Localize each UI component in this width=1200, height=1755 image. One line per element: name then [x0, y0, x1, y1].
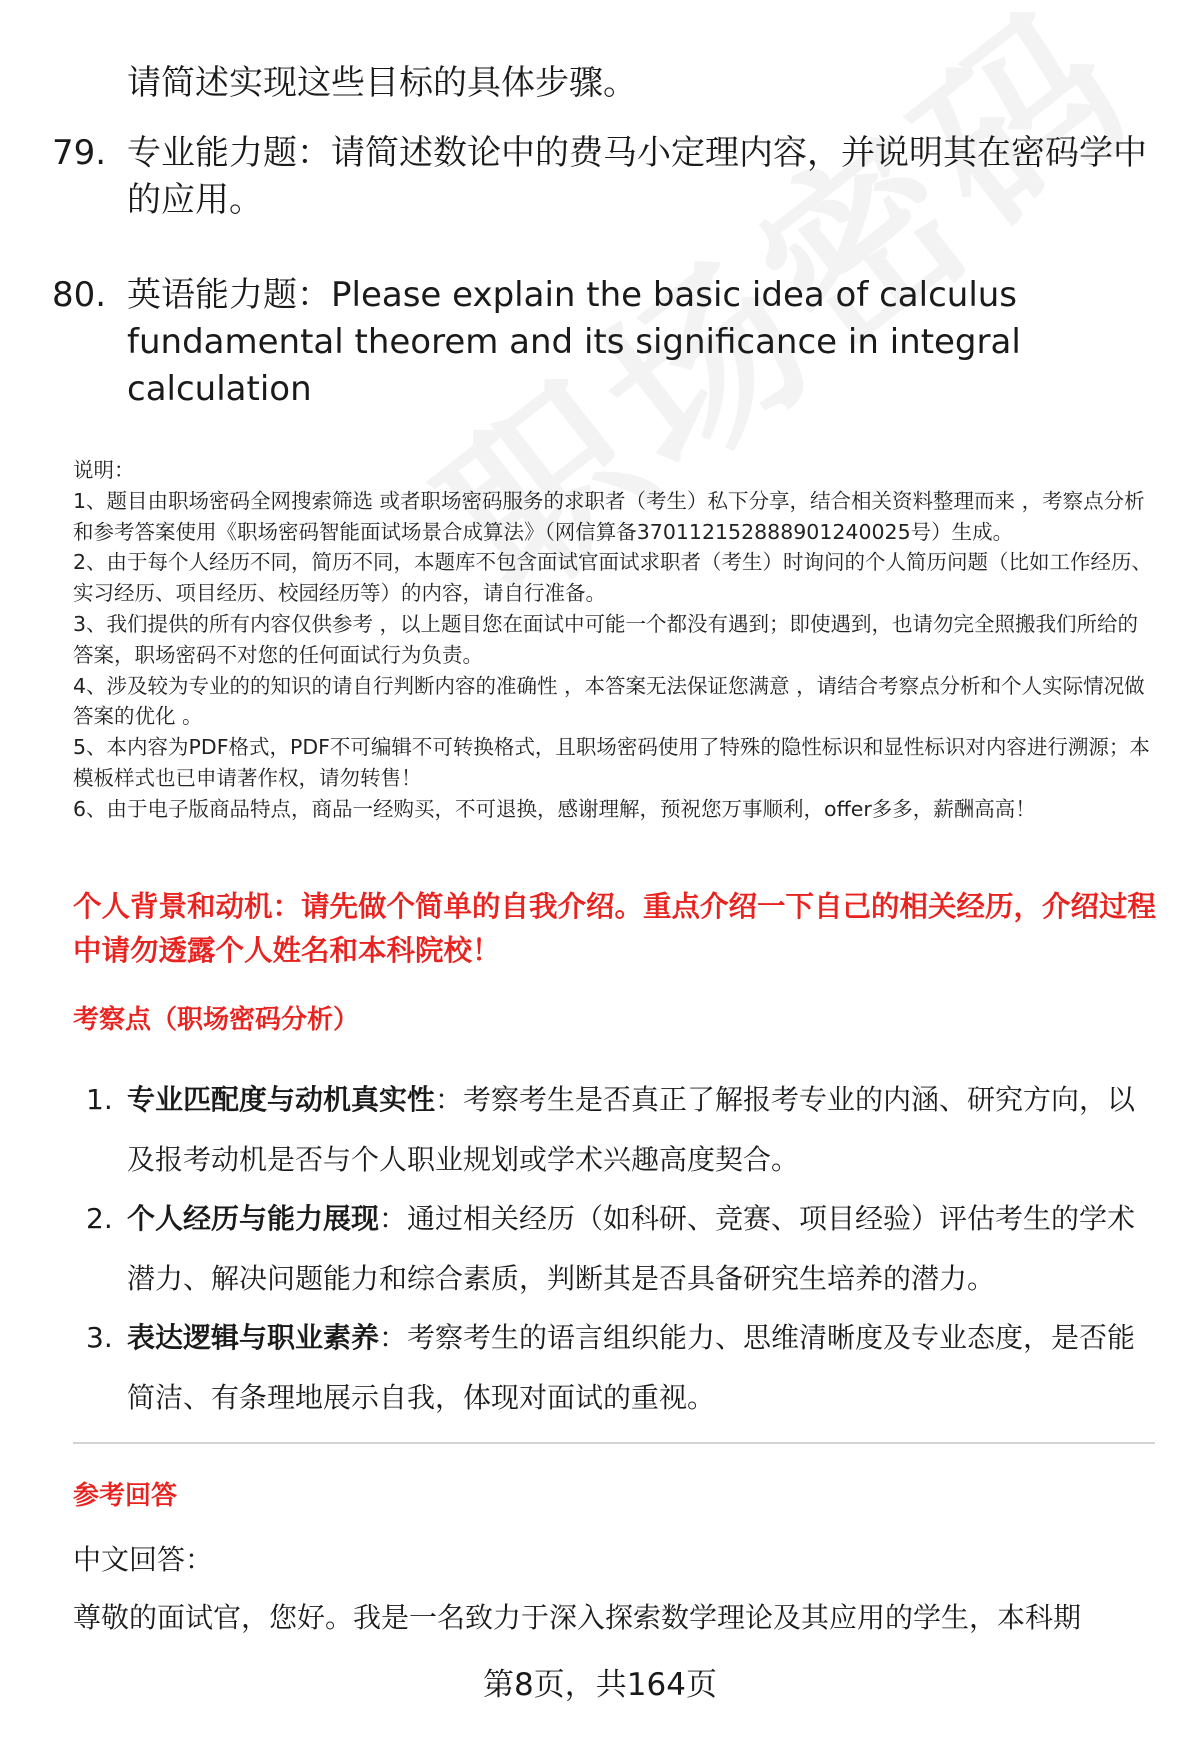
- point-text: ：考察考生是否真正了解报考专业的内涵、研究方向，以及报考动机是否与个人职业规划或学术兴趣高度契合。: [127, 1083, 1136, 1176]
- note-item: 1、题目由职场密码全网搜索筛选 或者职场密码服务的求职者（考生）私下分享，结合相关资料整理而来 ，考察点分析和参考答案使用《职场密码智能面试场景合成算法》（网信算备370112152888901240025号）生成。: [73, 488, 1145, 544]
- point-text: ：考察考生的语言组织能力、思维清晰度及专业态度，是否能简洁、有条理地展示自我，体现对面试的重视。: [127, 1321, 1136, 1414]
- point-number: 1.: [86, 1083, 113, 1116]
- point-text: ：通过相关经历（如科研、竞赛、项目经验）评估考生的学术潜力、解决问题能力和综合素质，判断其是否具备研究生培养的潜力。: [127, 1202, 1136, 1295]
- note-item: 4、涉及较为专业的的知识的请自行判断内容的准确性 ，本答案无法保证您满意 ，请结合考察点分析和个人实际情况做答案的优化 。: [73, 673, 1145, 729]
- answer-text: 尊敬的面试官，您好。我是一名致力于深入探索数学理论及其应用的学生，本科期: [73, 1601, 1082, 1634]
- answer-language-label: 中文回答：: [73, 1543, 214, 1576]
- point-title: 个人经历与能力展现: [127, 1202, 380, 1235]
- point-number: 3.: [86, 1321, 113, 1354]
- notes-heading: 说明：: [73, 458, 135, 482]
- question-text: 请简述实现这些目标的具体步骤。: [127, 63, 637, 103]
- point-title: 专业匹配度与动机真实性: [127, 1083, 436, 1116]
- question-number: 79.: [52, 133, 107, 173]
- question-80: [52, 272, 1152, 413]
- note-item: 2、由于每个人经历不同，简历不同，本题库不包含面试官面试求职者（考生）时询问的个人简历问题（比如工作经历、实习经历、项目经历、校园经历等）的内容，请自行准备。: [73, 550, 1153, 606]
- list-item: [80, 1189, 1160, 1308]
- question-79: [52, 130, 1152, 224]
- list-item: [80, 1308, 1160, 1427]
- list-item: [80, 1070, 1160, 1189]
- point-number: 2.: [86, 1202, 113, 1235]
- analysis-points-list: [80, 1070, 1160, 1427]
- answer-heading: 参考回答: [73, 1481, 178, 1511]
- note-item: 5、本内容为PDF格式，PDF不可编辑不可转换格式，且职场密码使用了特殊的隐性标识和显性标识对内容进行溯源；本模板样式也已申请著作权，请勿转售！: [73, 735, 1150, 790]
- question-number: 80.: [52, 275, 107, 315]
- point-title: 表达逻辑与职业素养: [127, 1321, 380, 1354]
- question-text: 专业能力题：请简述数论中的费马小定理内容，并说明其在密码学中的应用。: [127, 133, 1147, 220]
- question-78-continuation: [52, 60, 1152, 107]
- question-text: 英语能力题：Please explain the basic idea of calculus fundamental theorem and its significance in integral calculation: [127, 275, 1021, 409]
- main-question-heading: 个人背景和动机：请先做个简单的自我介绍。重点介绍一下自己的相关经历，介绍过程中请勿透露个人姓名和本科院校！: [73, 890, 1157, 967]
- section-divider: [73, 1442, 1155, 1444]
- note-item: 3、我们提供的所有内容仅供参考 ，以上题目您在面试中可能一个都没有遇到；即使遇到，也请勿完全照搬我们所给的答案，职场密码不对您的任何面试行为负责。: [73, 611, 1139, 667]
- page-number-footer: 第8页，共164页: [483, 1667, 717, 1703]
- note-item: 6、由于电子版商品特点，商品一经购买，不可退换，感谢理解，预祝您万事顺利，offer多多，薪酬高高！: [73, 796, 1036, 821]
- analysis-heading: 考察点（职场密码分析）: [73, 1005, 360, 1035]
- disclaimer-notes: [73, 455, 1158, 825]
